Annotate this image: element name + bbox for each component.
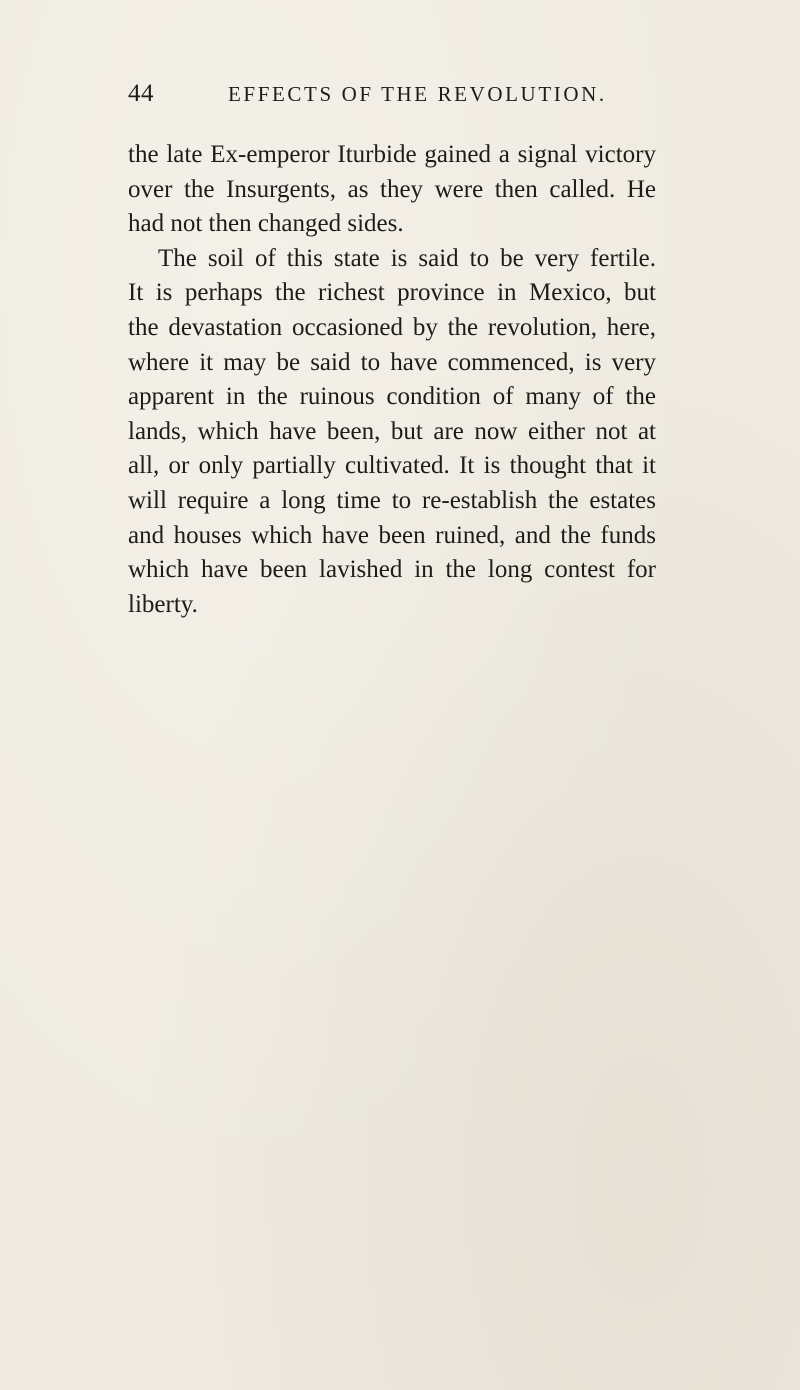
text-line: the devastation occasioned by the revolution, here, (128, 313, 656, 341)
text-line: which have been lavished in the long contest for (128, 556, 656, 584)
text-line: and houses which have been ruined, and the funds (128, 521, 656, 549)
text-line: had not then changed sides. (128, 210, 404, 238)
body-text (128, 138, 656, 622)
running-head (128, 80, 658, 120)
text-line: It is perhaps the richest province in Mexico, but (128, 279, 656, 307)
text-line: the late Ex-emperor Iturbide gained a signal victory (128, 141, 656, 168)
text-line: apparent in the ruinous condition of many of the (128, 383, 656, 411)
text-line: where it may be said to have commenced, is very (128, 348, 656, 376)
text-line: over the Insurgents, as they were then called. He (128, 175, 656, 203)
page-number: 44 (128, 80, 154, 107)
text-line: The soil of this state is said to be very fertile. (158, 244, 656, 272)
text-line: all, or only partially cultivated. It is thought that it (128, 452, 656, 480)
text-line: liberty. (128, 590, 198, 618)
text-line: will require a long time to re-establish the estates (128, 486, 656, 514)
running-title: EFFECTS OF THE REVOLUTION. (228, 82, 607, 106)
text-line: lands, which have been, but are now either not at (128, 417, 656, 445)
